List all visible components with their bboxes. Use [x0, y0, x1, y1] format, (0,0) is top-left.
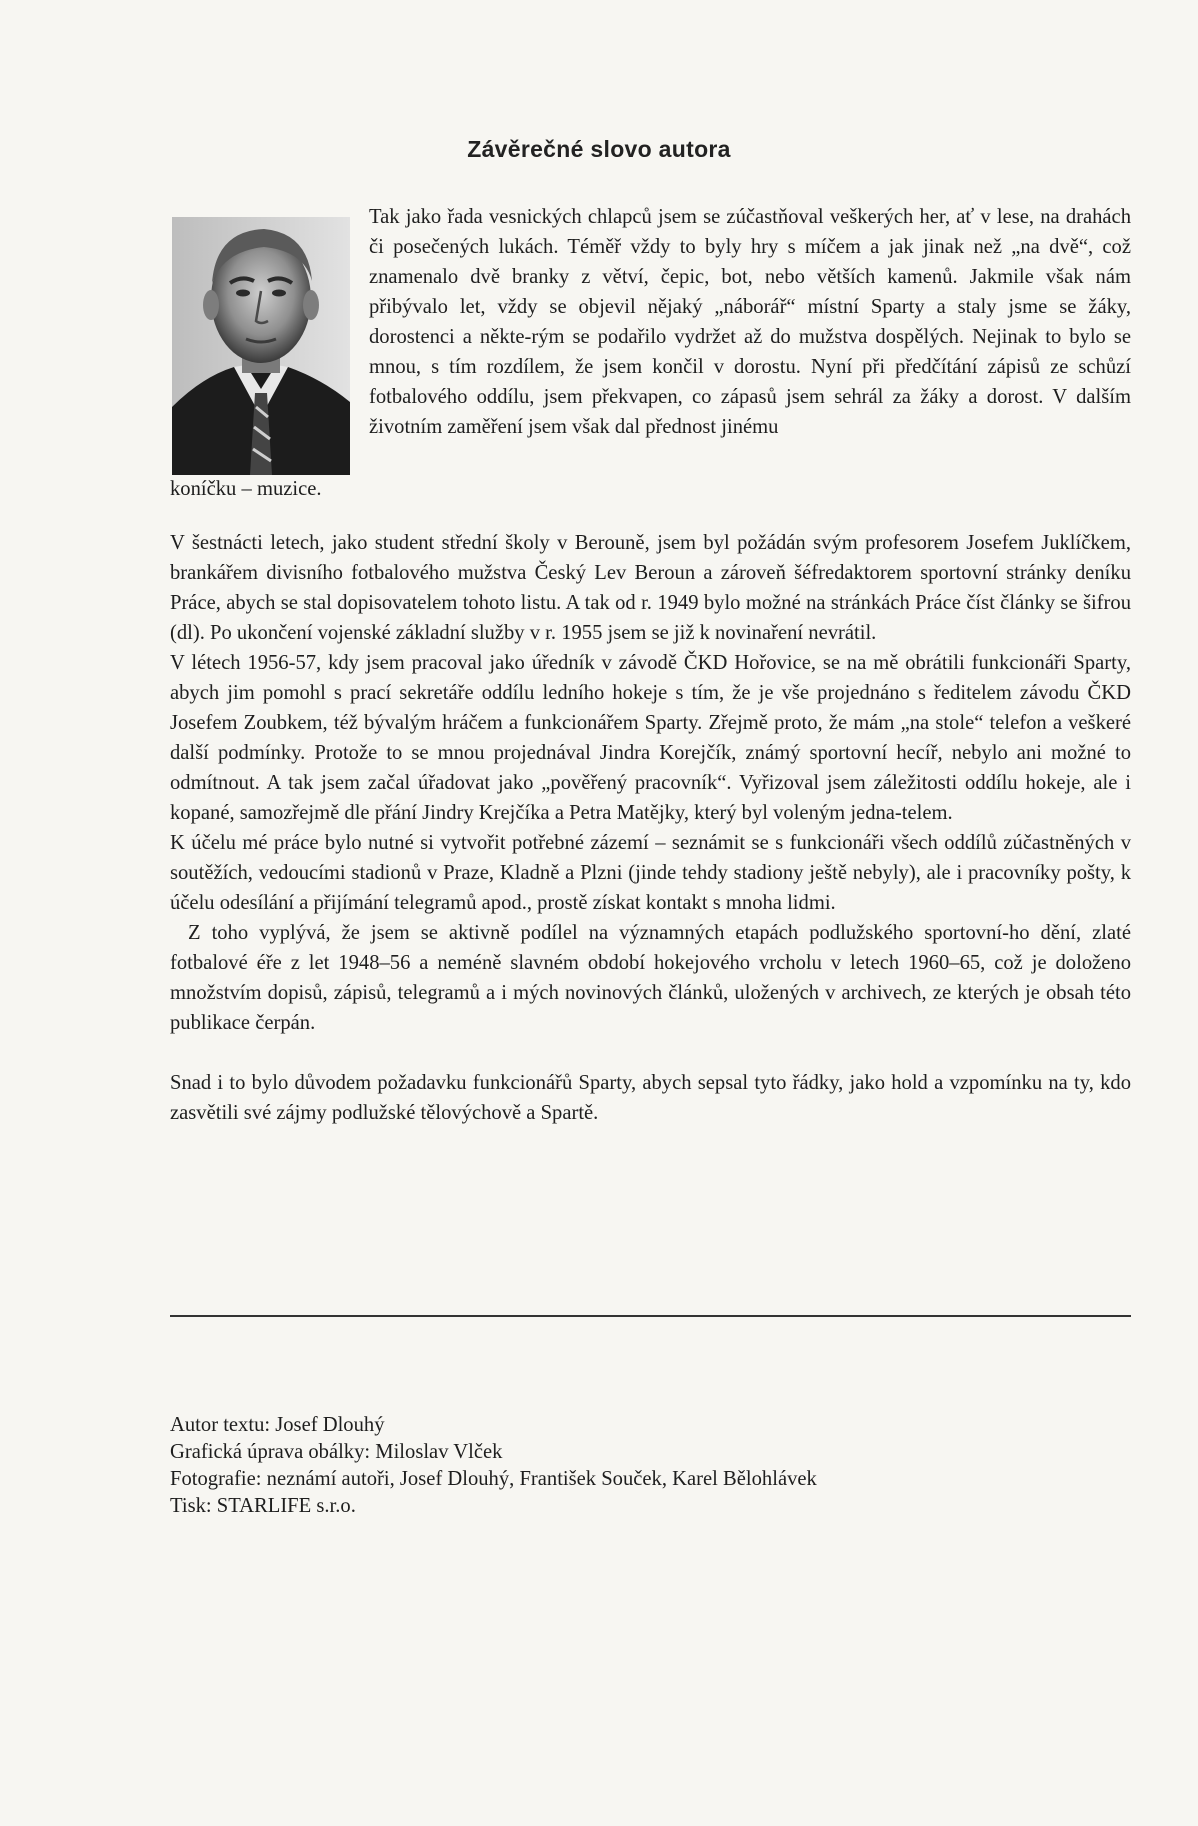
author-portrait: [172, 217, 350, 475]
page-title: Závěrečné slovo autora: [467, 136, 731, 162]
credit-line: Tisk: STARLIFE s.r.o.: [170, 1495, 356, 1517]
intro-paragraph: [369, 202, 1131, 442]
body-text: [170, 528, 1131, 1128]
paragraph: V létech 1956-57, kdy jsem pracoval jako úředník v závodě ČKD Hořovice, se na mě obrátili funkcionáři Sparty, abych jim pomohl s prací sekretáře oddílu ledního hokeje s tím, že je vše projednáno s ředitelem závodu ČKD Josefem Zoubkem, též bývalým hráčem a funkcionářem Sparty. Zřejmě proto, že mám „na stole“ telefon a veškeré další podmínky. Protože to se mnou projednával Jindra Korejčík, známý sportovní hecíř, nebylo ani možné to odmítnout. A tak jsem začal úřadovat jako „pověřený pracovník“. Vyřizoval jsem záležitosti oddílu hokeje, ale i kopané, samozřejmě dle přání Jindry Krejčíka a Petra Matějky, který byl voleným jedna-telem.: [170, 652, 1131, 824]
credit-line: Grafická úprava obálky: Miloslav Vlček: [170, 1441, 503, 1463]
intro-tail-text: koníčku – muzice.: [170, 478, 322, 500]
credits: [170, 1412, 1070, 1520]
paragraph: Snad i to bylo důvodem požadavku funkcionářů Sparty, abych sepsal tyto řádky, jako hold a vzpomínku na ty, kdo zasvětili své zájmy podlužské tělovýchově a Spartě.: [170, 1072, 1131, 1124]
credit-line: Fotografie: neznámí autoři, Josef Dlouhý, František Souček, Karel Bělohlávek: [170, 1468, 817, 1490]
paragraph: Z toho vyplývá, že jsem se aktivně podílel na významných etapách podlužského sportovní-ho dění, zlaté fotbalové éře z let 1948–56 a neméně slavném období hokejového vrcholu v letech 1960–65, což je doloženo množstvím dopisů, zápisů, telegramů a i mých novinových článků, uložených v archivech, ze kterých je obsah této publikace čerpán.: [170, 922, 1131, 1034]
paragraph: K účelu mé práce bylo nutné si vytvořit potřebné zázemí – seznámit se s funkcionáři všech oddílů zúčastněných v soutěžích, vedoucími stadionů v Praze, Kladně a Plzni (jinde tehdy stadiony ještě nebyly), ale i pracovníky pošty, k účelu odesílání a přijímání telegramů apod., prostě získat kontakt s mnoha lidmi.: [170, 832, 1131, 914]
credit-line: Autor textu: Josef Dlouhý: [170, 1414, 385, 1436]
intro-text: Tak jako řada vesnických chlapců jsem se zúčastňoval veškerých her, ať v lese, na drahách či posečených lukách. Téměř vždy to byly hry s míčem a jak jinak než „na dvě“, což znamenalo dvě branky z větví, čepic, bot, nebo větších kamenů. Jakmile však nám přibývalo let, vždy se objevil nějaký „náborář“ místní Sparty a staly jsme se žáky, dorostenci a někte-rým se podařilo vydržet až do mužstva dospělých. Nejinak to bylo se mnou, s tím rozdílem, že jsem končil v dorostu. Nyní při předčítání zápisů ze schůzí fotbalového oddílu, jsem překvapen, co zápasů jsem sehrál za žáky a dorost. V dalším životním zaměření jsem však dal přednost jinému: [369, 206, 1131, 438]
separator-rule: [170, 1315, 1131, 1317]
paragraph: V šestnácti letech, jako student střední školy v Berouně, jsem byl požádán svým profesorem Josefem Juklíčkem, brankářem divisního fotbalového mužstva Český Lev Beroun a zároveň šéfredaktorem sportovní stránky deníku Práce, abych se stal dopisovatelem tohoto listu. A tak od r. 1949 bylo možné na stránkách Práce číst články se šifrou (dl). Po ukončení vojenské základní služby v r. 1955 jsem se již k novinaření nevrátil.: [170, 532, 1131, 644]
